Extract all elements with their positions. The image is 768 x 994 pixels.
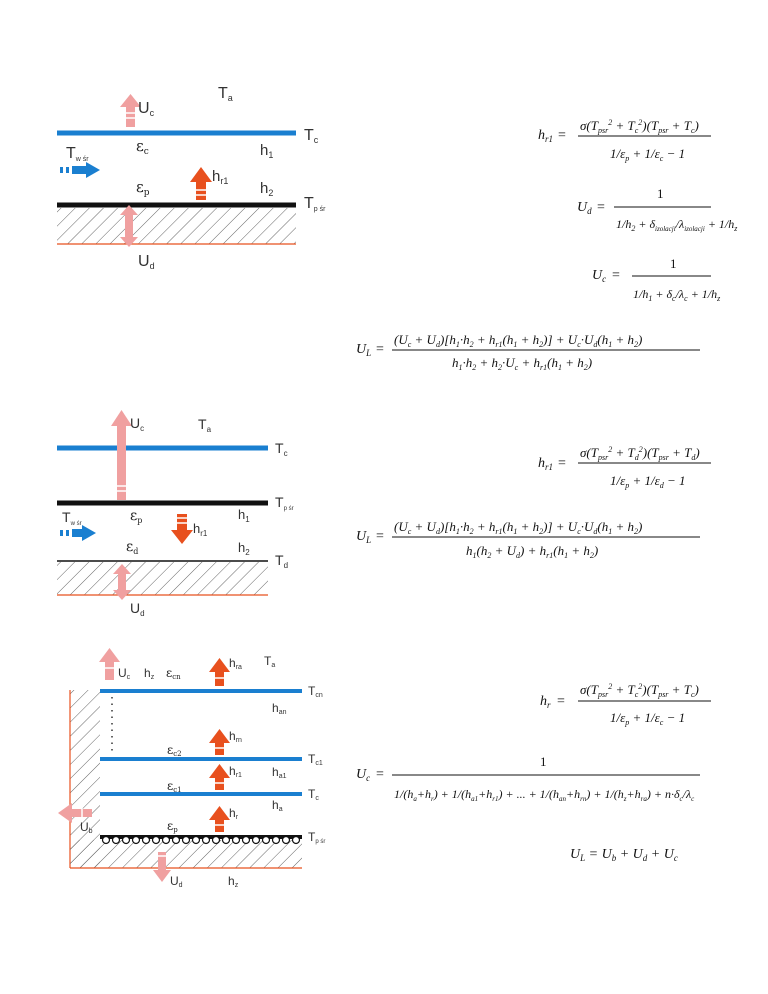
- uc-heat-loss-arrow: [99, 648, 120, 680]
- label-ud: $U_d$: [130, 600, 145, 618]
- label-ha1: ha1: [272, 765, 287, 780]
- hra-radiation-arrow: [209, 658, 230, 686]
- label-ub: Ub: [80, 820, 93, 835]
- svg-text:UL = Ub + Ud + Uc: $U_L = U_b + U_d + U_c$: [570, 847, 678, 863]
- eq3-hr: [540, 682, 711, 727]
- label-tp-sr: Tp śr: [304, 195, 326, 213]
- label-tc: Tc: [308, 787, 319, 802]
- label-hra: hra: [229, 656, 242, 671]
- label-eps-p: $\varepsilon_p$: [130, 508, 143, 525]
- svg-text:hr1: $h_{r1}$: [538, 456, 554, 472]
- hr1-radiation-arrow: [209, 764, 230, 790]
- svg-text:Uc: $U_c$: [592, 268, 607, 284]
- hr1-radiation-arrow: [171, 514, 193, 544]
- diagram-2: [57, 410, 294, 618]
- eq1-ud-numerator: 1: [657, 186, 664, 201]
- label-eps-cn: εcn: [166, 666, 181, 681]
- label-ha: ha: [272, 798, 283, 813]
- equations-3: [356, 682, 711, 863]
- eq3-uc-numerator: 1: [540, 754, 547, 769]
- label-hz-bottom: hz: [228, 874, 239, 889]
- eq2-ul: [356, 519, 700, 560]
- svg-text:=: =: [558, 128, 566, 143]
- label-uc: $U_c$: [130, 415, 145, 433]
- label-h1: $h_1$: [238, 507, 250, 524]
- eq3-ul-total: [570, 847, 678, 863]
- label-tcn: Tcn: [308, 684, 323, 699]
- eq1-hr1-denominator: $1/\varepsilon_p + 1/\varepsilon_c - 1$: [610, 146, 686, 163]
- svg-text:=: =: [612, 268, 620, 283]
- label-eps-c: $\varepsilon_c$: [136, 137, 149, 157]
- eq1-uc-denominator: $1/h_1 + \delta_c/\lambda_c + 1/h_z$: [633, 287, 721, 303]
- label-uc: Uc: [138, 100, 155, 118]
- eq2-ul-numerator: $(U_c + U_d)[h_1\cdot h_2 + h_{r1}(h_1 + h_2)] + U_c\cdot U_d(h_1 + h_2)$: [394, 519, 643, 536]
- eq2-ul-denominator: $h_1(h_2 + U_d) + h_{r1}(h_1 + h_2)$: [466, 543, 599, 560]
- svg-text:Ud: $U_d$: [577, 200, 592, 216]
- insulation-hatch: [57, 562, 268, 595]
- svg-text:=: =: [376, 342, 384, 357]
- svg-text:hr: $h_r$: [540, 694, 551, 710]
- hrn-radiation-arrow: [209, 729, 230, 755]
- eq1-uc: [592, 256, 721, 303]
- eq1-ud-denominator: $1/h_2 + \delta_{izolacji}/\lambda_{izolacji} + 1/h_z$: [616, 217, 738, 233]
- svg-text:=: =: [597, 200, 605, 215]
- equations-2: [356, 445, 711, 560]
- label-eps-c1: εc1: [167, 779, 182, 794]
- hr-radiation-arrow: [209, 806, 230, 832]
- eq1-hr1-numerator: $\sigma(T_{psr}^2 + T_c^2)(T_{psr} + T_c)$: [580, 118, 699, 135]
- label-ta: Ta: [264, 654, 276, 669]
- eq2-hr1-numerator: $\sigma(T_{psr}^2 + T_d^2)(T_{psr} + T_d)$: [580, 445, 700, 462]
- eq2-hr1: [538, 445, 711, 490]
- uc-heat-loss-arrow: [111, 410, 132, 500]
- svg-text:UL: $U_L$: [356, 529, 372, 545]
- label-tc1: Tc1: [308, 752, 323, 767]
- eq1-ul-numerator: $(U_c + U_d)[h_1\cdot h_2 + h_{r1}(h_1 + h_2)] + U_c\cdot U_d(h_1 + h_2)$: [394, 332, 643, 349]
- svg-text:hr1: $h_{r1}$: [538, 128, 554, 144]
- label-eps-d: $\varepsilon_d$: [126, 539, 139, 556]
- svg-text:=: =: [558, 456, 566, 471]
- svg-text:Uc: $U_c$: [356, 767, 371, 783]
- eq3-uc: [356, 754, 700, 803]
- label-h2: $h_2$: [260, 180, 274, 198]
- label-t-inlet: $T_{w śr}$: [62, 509, 82, 527]
- eq1-uc-numerator: 1: [670, 256, 677, 271]
- eq3-hr-numerator: $\sigma(T_{psr}^2 + T_c^2)(T_{psr} + T_c)$: [580, 682, 699, 699]
- label-tc: Tc: [304, 127, 319, 145]
- label-tp-sr: Tp śr: [308, 830, 326, 845]
- diagram-3: [58, 648, 325, 889]
- svg-text:=: =: [376, 767, 384, 782]
- svg-text:=: =: [376, 529, 384, 544]
- fluid-inlet-arrow: [60, 162, 100, 178]
- label-han: han: [272, 701, 287, 716]
- label-ta: $T_a$: [198, 416, 212, 434]
- label-tc: $T_c$: [275, 440, 288, 458]
- diagram-1: [57, 85, 326, 271]
- eq1-ul-denominator: $h_1\cdot h_2 + h_2\cdot U_c + h_{r1}(h_1 + h_2)$: [452, 355, 593, 372]
- label-td: $T_d$: [275, 552, 289, 570]
- eq1-ul: [356, 332, 700, 372]
- label-eps-p: εp: [167, 819, 178, 834]
- label-hz: hz: [144, 666, 155, 681]
- label-hr1: hr1: [229, 764, 242, 779]
- label-t-inlet: Tw śr: [66, 145, 89, 163]
- equations-1: [356, 118, 738, 372]
- label-eps-c2: εc2: [167, 743, 182, 758]
- label-tp-sr: $T_{p śr}$: [275, 494, 294, 512]
- eq1-hr1: [538, 118, 711, 163]
- hr1-radiation-arrow: [190, 167, 212, 200]
- label-ud: Ud: [170, 874, 183, 889]
- label-h2: $h_2$: [238, 540, 250, 557]
- label-hr1: $h_{r1}$: [212, 168, 229, 186]
- label-ud: Ud: [138, 253, 155, 271]
- insulation-hatch: [57, 208, 296, 244]
- fluid-inlet-arrow: [60, 525, 96, 541]
- svg-text:UL: $U_L$: [356, 342, 372, 358]
- eq1-ud: [577, 186, 738, 233]
- label-h1: $h_1$: [260, 142, 274, 160]
- label-hr1: $h_{r1}$: [193, 521, 208, 538]
- label-hrn: hrn: [229, 729, 242, 744]
- eq3-uc-denominator: $1/(h_a+h_r) + 1/(h_{a1}+h_{r1})$ + ... + $1/(h_{an}+h_{rn}) + 1/(h_z+h_{ra}) + n\cdot\delta_c/\lambda_c$: [394, 787, 695, 803]
- svg-text:=: =: [557, 694, 565, 709]
- eq2-hr1-denominator: $1/\varepsilon_p + 1/\varepsilon_d - 1$: [610, 473, 686, 490]
- label-hr: hr: [229, 806, 239, 821]
- label-uc: Uc: [118, 666, 131, 681]
- insulation-hatch: [70, 840, 302, 868]
- label-ta: Ta: [218, 85, 233, 103]
- eq3-hr-denominator: $1/\varepsilon_p + 1/\varepsilon_c - 1$: [610, 710, 686, 727]
- label-eps-p: $\varepsilon_p$: [136, 178, 150, 198]
